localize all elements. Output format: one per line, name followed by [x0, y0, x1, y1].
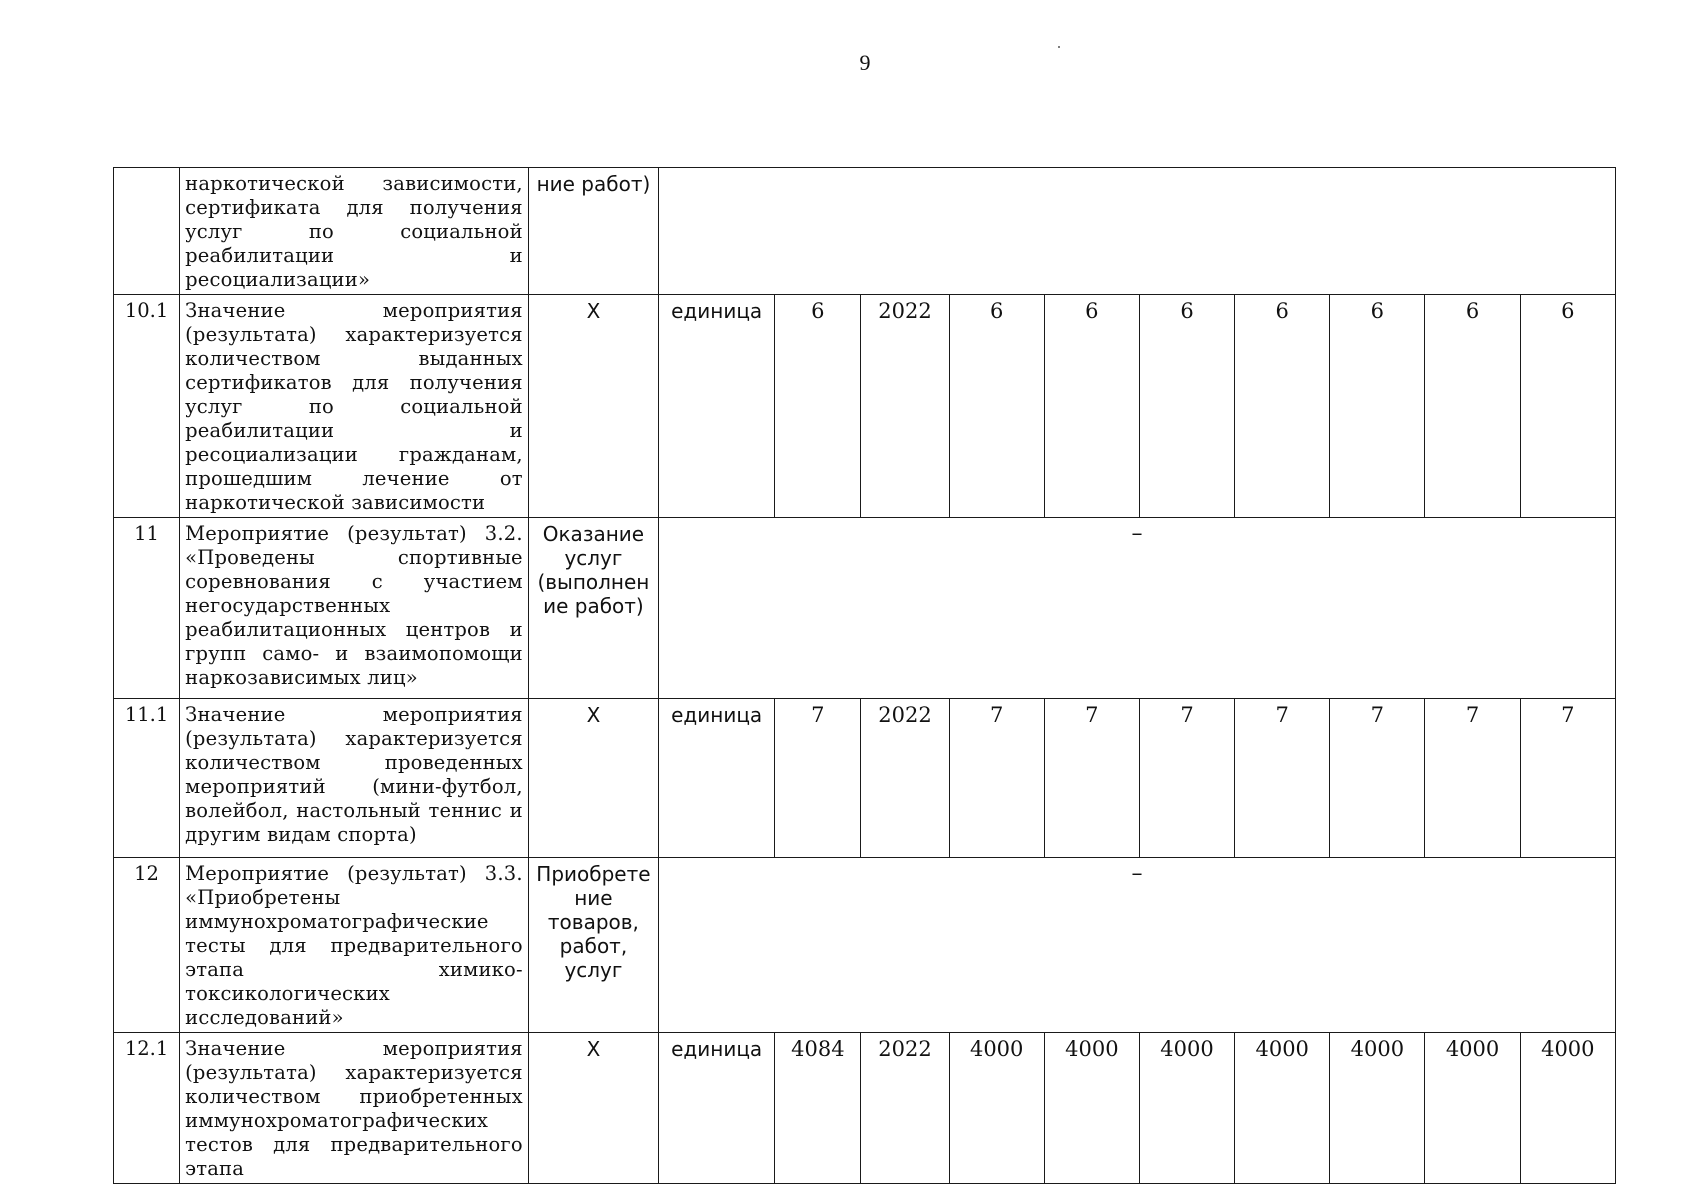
row-type: Приобретение товаров, работ, услуг	[528, 858, 658, 1033]
base-value: 6	[775, 295, 861, 518]
empty-cell	[659, 168, 1616, 295]
year-value: 4000	[1330, 1033, 1425, 1184]
scan-speck	[1058, 46, 1060, 48]
table-row	[114, 858, 1616, 1033]
base-value: 7	[775, 699, 861, 858]
year-value: 4000	[1425, 1033, 1520, 1184]
year-value: 7	[1425, 699, 1520, 858]
year-value: 4000	[1044, 1033, 1139, 1184]
row-type: Х	[528, 1033, 658, 1184]
row-unit: единица	[659, 295, 775, 518]
row-type: Х	[528, 295, 658, 518]
table-row	[114, 295, 1616, 518]
row-number	[114, 168, 180, 295]
row-description: Значение мероприятия (результата) характеризуется количеством приобретенных иммунохроматографических тестов для предварительного этапа	[180, 1033, 529, 1184]
row-type: Х	[528, 699, 658, 858]
row-number: 12	[114, 858, 180, 1033]
row-number: 10.1	[114, 295, 180, 518]
year-value: 7	[1520, 699, 1615, 858]
page-number: 9	[859, 50, 871, 75]
row-description: Значение мероприятия (результата) характеризуется количеством проведенных мероприятий (мини-футбол, волейбол, настольный теннис и другим видам спорта)	[180, 699, 529, 858]
year-value: 6	[1235, 295, 1330, 518]
year-value: 7	[1139, 699, 1234, 858]
table-row	[114, 699, 1616, 858]
year-value: 4000	[1235, 1033, 1330, 1184]
table-row	[114, 518, 1616, 699]
year-value: 4000	[949, 1033, 1044, 1184]
row-description: наркотической зависимости, сертификата для получения услуг по социальной реабилитации и ресоциализации»	[180, 168, 529, 295]
year-value: 4000	[1139, 1033, 1234, 1184]
row-description: Мероприятие (результат) 3.2. «Проведены спортивные соревнования с участием негосударственных реабилитационных центров и групп само- и взаимопомощи наркозависимых лиц»	[180, 518, 529, 699]
base-year: 2022	[861, 699, 949, 858]
table-row	[114, 1033, 1616, 1184]
year-value: 7	[1235, 699, 1330, 858]
row-unit: единица	[659, 699, 775, 858]
table-row	[114, 168, 1616, 295]
year-value: 7	[949, 699, 1044, 858]
row-description: Значение мероприятия (результата) характеризуется количеством выданных сертификатов для получения услуг по социальной реабилитации и ресоциализации гражданам, прошедшим лечение от наркотической зависимости	[180, 295, 529, 518]
year-value: 6	[949, 295, 1044, 518]
base-year: 2022	[861, 1033, 949, 1184]
year-value: 6	[1330, 295, 1425, 518]
dash-cell: –	[659, 518, 1616, 699]
indicators-table	[113, 167, 1616, 1184]
row-description: Мероприятие (результат) 3.3. «Приобретены иммунохроматографические тесты для предварительного этапа химико-токсикологических исследований»	[180, 858, 529, 1033]
year-value: 6	[1044, 295, 1139, 518]
year-value: 6	[1520, 295, 1615, 518]
row-unit: единица	[659, 1033, 775, 1184]
row-number: 11	[114, 518, 180, 699]
row-type: Оказание услуг (выполнение работ)	[528, 518, 658, 699]
row-type: ние работ)	[528, 168, 658, 295]
base-value: 4084	[775, 1033, 861, 1184]
dash-cell: –	[659, 858, 1616, 1033]
row-number: 11.1	[114, 699, 180, 858]
year-value: 7	[1330, 699, 1425, 858]
row-number: 12.1	[114, 1033, 180, 1184]
year-value: 4000	[1520, 1033, 1615, 1184]
year-value: 6	[1425, 295, 1520, 518]
year-value: 6	[1139, 295, 1234, 518]
base-year: 2022	[861, 295, 949, 518]
year-value: 7	[1044, 699, 1139, 858]
